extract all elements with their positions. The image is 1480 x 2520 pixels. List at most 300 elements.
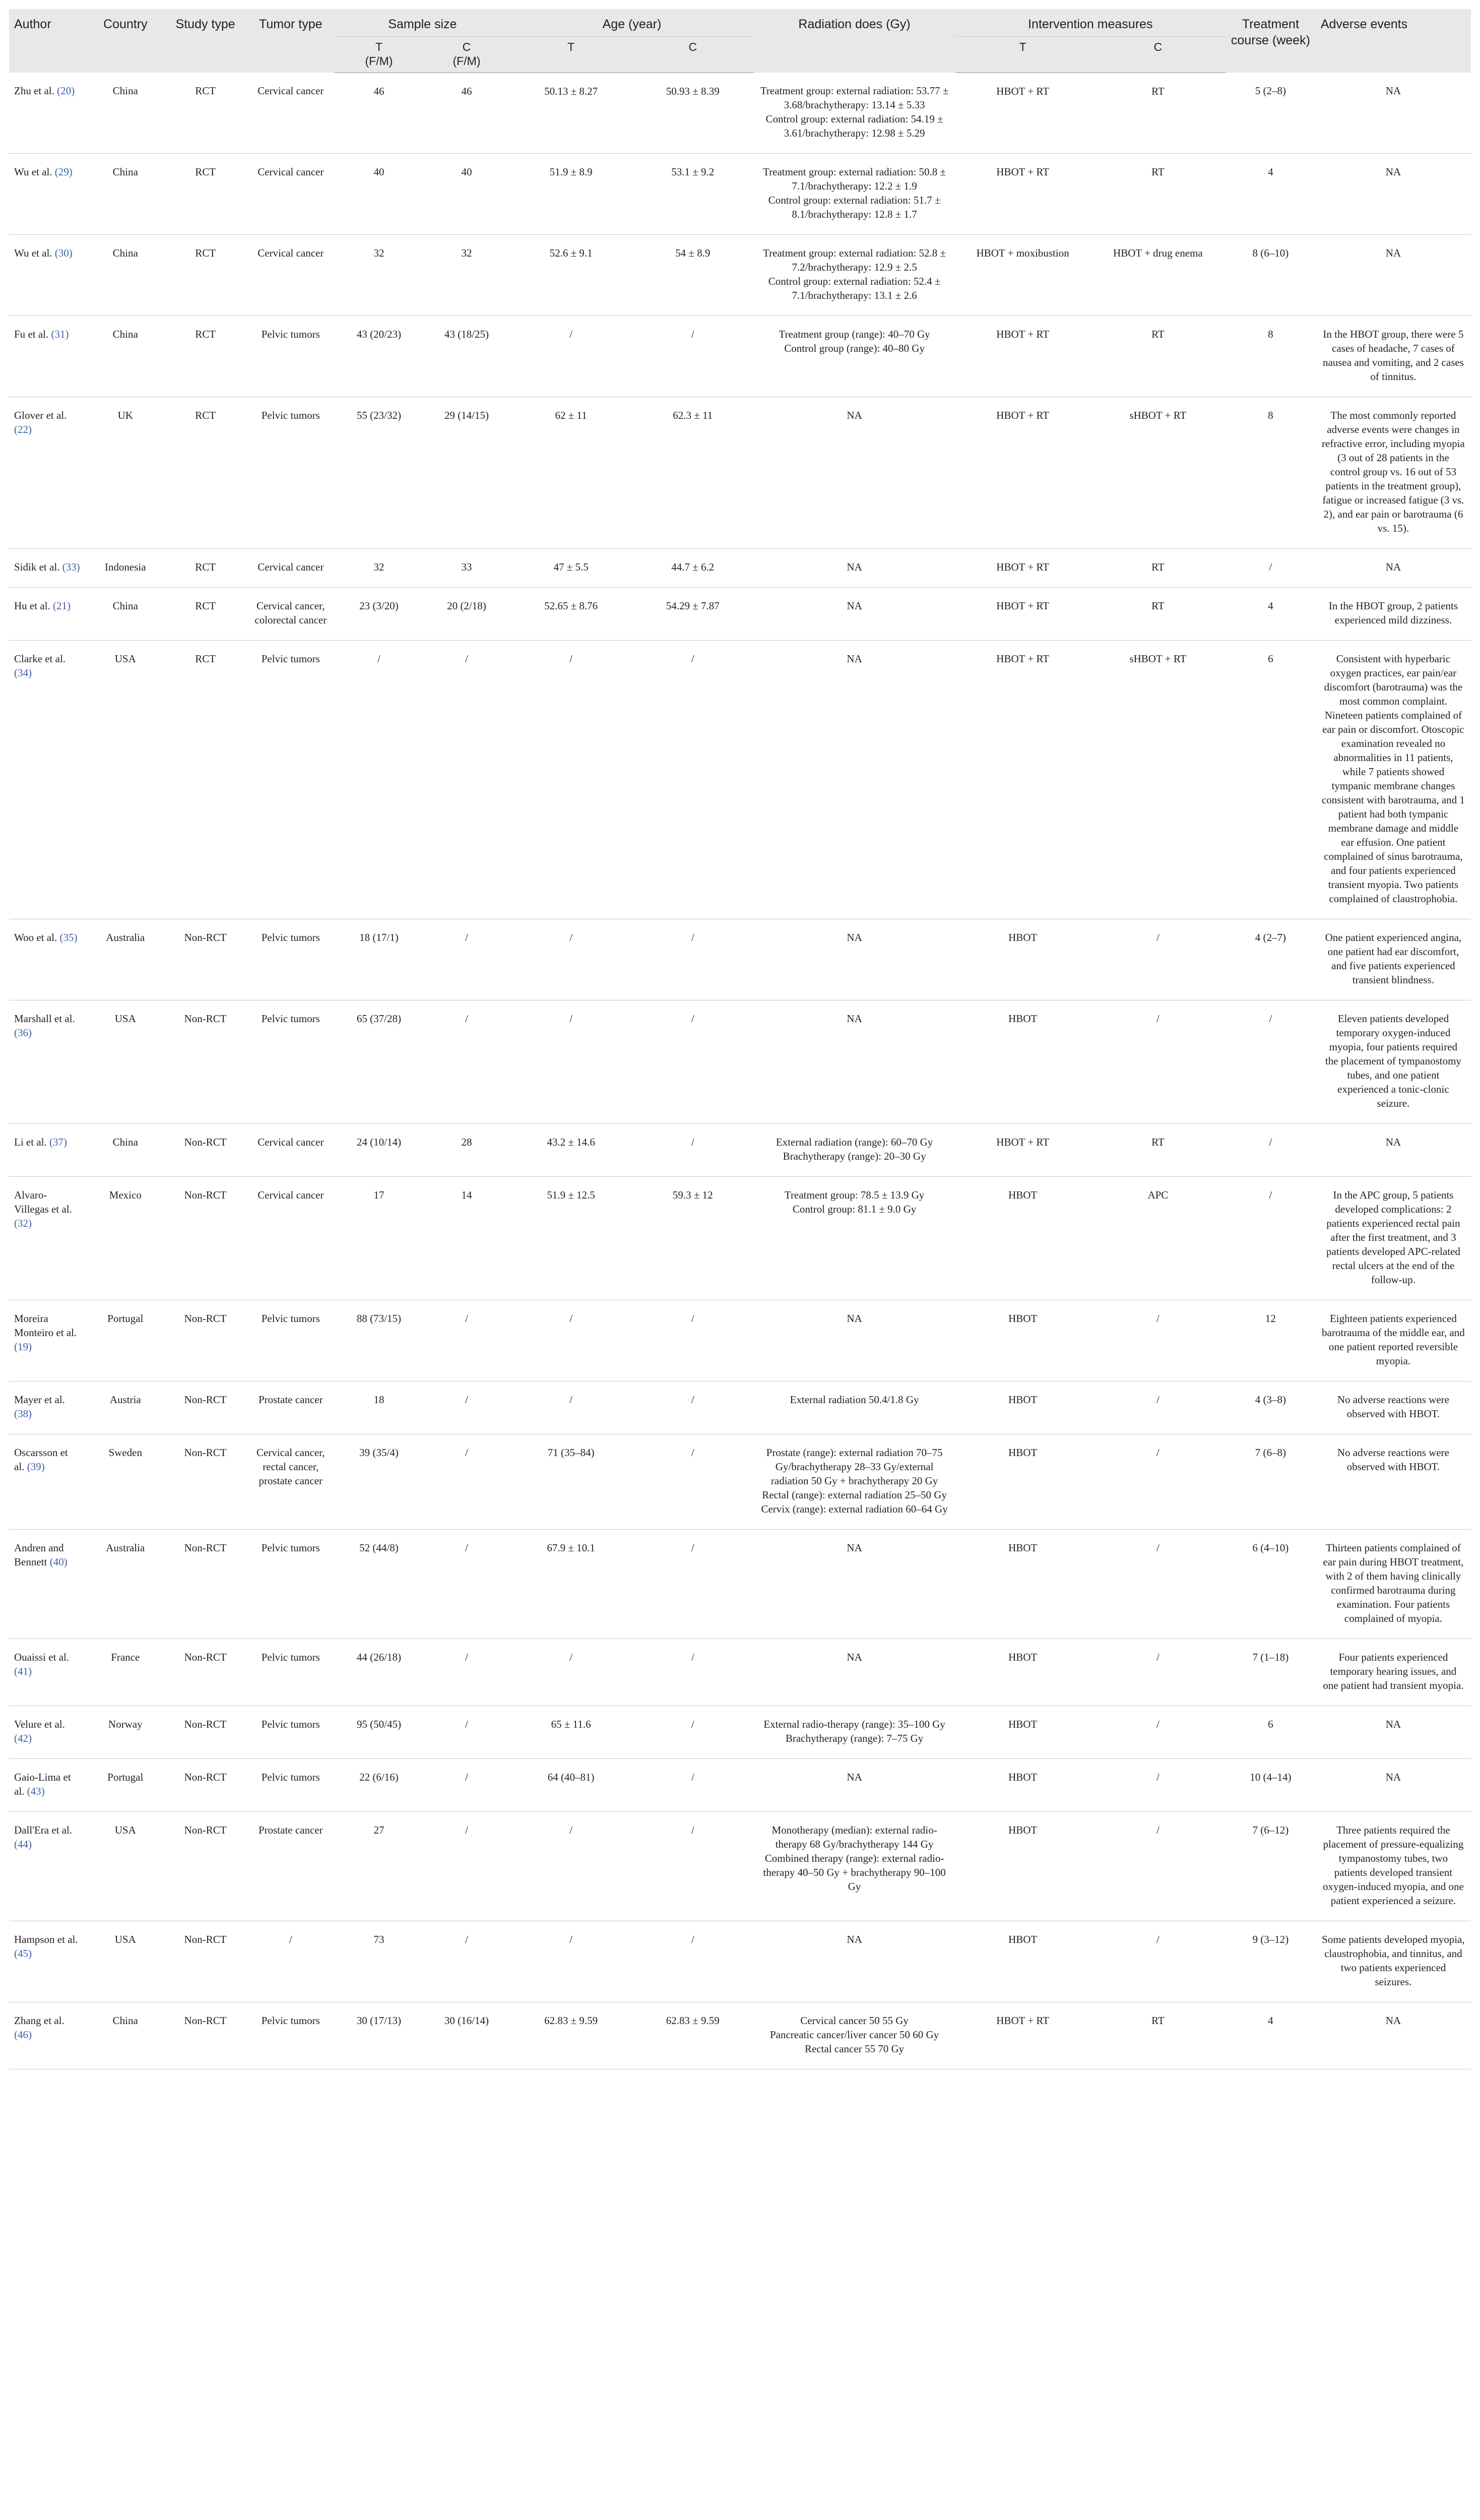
cell-intervention-t: HBOT — [955, 1921, 1090, 2002]
table-body — [9, 73, 1471, 2069]
cell-radiation: NA — [754, 1639, 955, 1706]
cell-study-type: Non-RCT — [164, 1759, 246, 1812]
reference-link[interactable]: (41) — [14, 1665, 32, 1677]
cell-intervention-c: / — [1090, 1639, 1226, 1706]
reference-link[interactable]: (20) — [57, 85, 75, 97]
cell-intervention-c: RT — [1090, 316, 1226, 397]
studies-table — [9, 9, 1471, 2069]
table-row — [9, 154, 1471, 235]
author-name: Sidik et al. — [14, 561, 60, 573]
cell-intervention-t: HBOT — [955, 919, 1090, 1000]
cell-adverse-events: No adverse reactions were observed with HBOT. — [1316, 1434, 1471, 1530]
cell-intervention-c: / — [1090, 1381, 1226, 1434]
cell-adverse-events: Thirteen patients complained of ear pain during HBOT treatment, with 2 of them having clinically confirmed barotrauma during examination. Four patients complained of myopia. — [1316, 1530, 1471, 1639]
cell-country: Indonesia — [86, 549, 164, 588]
cell-study-type: Non-RCT — [164, 919, 246, 1000]
cell-age-t: / — [510, 1639, 632, 1706]
cell-sample-t: 44 (26/18) — [335, 1639, 423, 1706]
table-row — [9, 588, 1471, 641]
cell-age-t: 51.9 ± 8.9 — [510, 154, 632, 235]
cell-radiation: Treatment group: 78.5 ± 13.9 Gy Control group: 81.1 ± 9.0 Gy — [754, 1177, 955, 1300]
cell-country: Portugal — [86, 1300, 164, 1381]
cell-sample-t: 88 (73/15) — [335, 1300, 423, 1381]
cell-intervention-t: HBOT — [955, 1300, 1090, 1381]
cell-course: 4 (3–8) — [1226, 1381, 1316, 1434]
cell-radiation: Treatment group: external radiation: 50.8 ± 7.1/brachytherapy: 12.2 ± 1.9 Control group: external radiation: 51.7 ± 8.1/brachytherapy: 12.8 ± 1.7 — [754, 154, 955, 235]
cell-country: China — [86, 2002, 164, 2069]
table-row — [9, 1381, 1471, 1434]
cell-age-t: / — [510, 1381, 632, 1434]
table-row — [9, 1759, 1471, 1812]
cell-author — [9, 1381, 86, 1434]
cell-intervention-t: HBOT + RT — [955, 316, 1090, 397]
cell-study-type: RCT — [164, 588, 246, 641]
cell-tumor-type: Pelvic tumors — [246, 1759, 335, 1812]
header-intervention: Intervention measures — [955, 9, 1226, 37]
cell-study-type: Non-RCT — [164, 1124, 246, 1177]
cell-author — [9, 73, 86, 154]
cell-course: 12 — [1226, 1300, 1316, 1381]
cell-course: / — [1226, 1177, 1316, 1300]
reference-link[interactable]: (35) — [59, 931, 78, 943]
cell-tumor-type: Pelvic tumors — [246, 1000, 335, 1124]
cell-age-c: / — [632, 1381, 754, 1434]
cell-country: Australia — [86, 919, 164, 1000]
cell-sample-c: 43 (18/25) — [423, 316, 510, 397]
cell-author — [9, 1530, 86, 1639]
cell-sample-t: 65 (37/28) — [335, 1000, 423, 1124]
cell-age-t: 62 ± 11 — [510, 397, 632, 549]
cell-age-c: / — [632, 1530, 754, 1639]
cell-tumor-type: Cervical cancer — [246, 235, 335, 316]
cell-sample-c: / — [423, 1000, 510, 1124]
cell-intervention-c: RT — [1090, 154, 1226, 235]
header-sample-size: Sample size — [335, 9, 510, 37]
table-row — [9, 316, 1471, 397]
cell-adverse-events: NA — [1316, 1124, 1471, 1177]
reference-link[interactable]: (39) — [27, 1461, 45, 1473]
reference-link[interactable]: (29) — [54, 166, 73, 178]
cell-intervention-c: sHBOT + RT — [1090, 397, 1226, 549]
reference-link[interactable]: (21) — [52, 600, 71, 612]
cell-age-t: 65 ± 11.6 — [510, 1706, 632, 1759]
cell-sample-t: / — [335, 641, 423, 919]
cell-intervention-t: HBOT + RT — [955, 549, 1090, 588]
cell-author — [9, 1434, 86, 1530]
cell-course: 6 — [1226, 1706, 1316, 1759]
reference-link[interactable]: (42) — [14, 1732, 32, 1744]
cell-study-type: Non-RCT — [164, 1812, 246, 1921]
cell-intervention-t: HBOT + RT — [955, 1124, 1090, 1177]
cell-intervention-c: RT — [1090, 549, 1226, 588]
cell-country: Australia — [86, 1530, 164, 1639]
cell-tumor-type: Cervical cancer — [246, 1124, 335, 1177]
cell-radiation: Treatment group (range): 40–70 Gy Control group (range): 40–80 Gy — [754, 316, 955, 397]
cell-radiation: Prostate (range): external radiation 70–75 Gy/brachytherapy 28–33 Gy/external radiation 50 Gy + brachytherapy 20 Gy Rectal (range): external radiation 25–50 Gy Cervix (range): external radiation 60–64 Gy — [754, 1434, 955, 1530]
cell-age-c: / — [632, 1434, 754, 1530]
reference-link[interactable]: (32) — [14, 1217, 32, 1229]
header-author: Author — [9, 9, 86, 73]
cell-sample-t: 39 (35/4) — [335, 1434, 423, 1530]
cell-author — [9, 1706, 86, 1759]
cell-sample-c: / — [423, 1921, 510, 2002]
header-age-c: C — [632, 37, 754, 73]
cell-sample-t: 18 (17/1) — [335, 919, 423, 1000]
cell-sample-c: 14 — [423, 1177, 510, 1300]
cell-author — [9, 1000, 86, 1124]
cell-radiation: External radiation (range): 60–70 Gy Brachytherapy (range): 20–30 Gy — [754, 1124, 955, 1177]
cell-course: 5 (2–8) — [1226, 73, 1316, 154]
cell-radiation: NA — [754, 1921, 955, 2002]
author-name: Fu et al. — [14, 328, 49, 340]
cell-intervention-t: HBOT — [955, 1706, 1090, 1759]
cell-study-type: RCT — [164, 316, 246, 397]
table-row — [9, 1124, 1471, 1177]
cell-sample-c: / — [423, 919, 510, 1000]
cell-sample-c: / — [423, 1759, 510, 1812]
cell-sample-c: / — [423, 1639, 510, 1706]
cell-country: Mexico — [86, 1177, 164, 1300]
cell-course: / — [1226, 549, 1316, 588]
reference-link[interactable]: (36) — [14, 1027, 32, 1039]
header-age: Age (year) — [510, 9, 753, 37]
cell-tumor-type: Cervical cancer — [246, 154, 335, 235]
cell-adverse-events: Eleven patients developed temporary oxygen-induced myopia, four patients required the placement of tympanostomy tubes, and one patient experienced a tonic-clonic seizure. — [1316, 1000, 1471, 1124]
cell-age-t: 52.65 ± 8.76 — [510, 588, 632, 641]
cell-age-c: / — [632, 1921, 754, 2002]
author-name: Marshall et al. — [14, 1013, 75, 1025]
cell-radiation: Treatment group: external radiation: 53.77 ± 3.68/brachytherapy: 13.14 ± 5.33 Control group: external radiation: 54.19 ± 3.61/brachytherapy: 12.98 ± 5.29 — [754, 73, 955, 154]
cell-age-t: / — [510, 1812, 632, 1921]
cell-intervention-t: HBOT + RT — [955, 641, 1090, 919]
cell-age-t: 71 (35–84) — [510, 1434, 632, 1530]
cell-country: China — [86, 235, 164, 316]
cell-country: USA — [86, 1921, 164, 2002]
cell-radiation: NA — [754, 549, 955, 588]
cell-adverse-events: Some patients developed myopia, claustrophobia, and tinnitus, and two patients experienced seizures. — [1316, 1921, 1471, 2002]
cell-adverse-events: In the HBOT group, there were 5 cases of headache, 7 cases of nausea and vomiting, and 2 cases of tinnitus. — [1316, 316, 1471, 397]
author-name: Moreira Monteiro et al. — [14, 1312, 77, 1339]
reference-link[interactable]: (34) — [14, 667, 32, 679]
header-int-c: C — [1090, 37, 1226, 73]
cell-course: 8 — [1226, 397, 1316, 549]
cell-study-type: Non-RCT — [164, 1921, 246, 2002]
cell-tumor-type: Pelvic tumors — [246, 2002, 335, 2069]
cell-intervention-t: HBOT — [955, 1812, 1090, 1921]
author-name: Wu et al. — [14, 247, 52, 259]
author-name: Hampson et al. — [14, 1933, 78, 1945]
cell-study-type: Non-RCT — [164, 1434, 246, 1530]
cell-course: / — [1226, 1000, 1316, 1124]
cell-adverse-events: NA — [1316, 2002, 1471, 2069]
cell-age-t: 51.9 ± 12.5 — [510, 1177, 632, 1300]
cell-study-type: Non-RCT — [164, 1381, 246, 1434]
cell-country: Portugal — [86, 1759, 164, 1812]
cell-age-t: / — [510, 1000, 632, 1124]
cell-country: Sweden — [86, 1434, 164, 1530]
cell-study-type: Non-RCT — [164, 1706, 246, 1759]
cell-course: 10 (4–14) — [1226, 1759, 1316, 1812]
cell-intervention-t: HBOT + RT — [955, 154, 1090, 235]
table-row — [9, 1000, 1471, 1124]
cell-course: 8 — [1226, 316, 1316, 397]
cell-radiation: Treatment group: external radiation: 52.8 ± 7.2/brachytherapy: 12.9 ± 2.5 Control group: external radiation: 52.4 ± 7.1/brachytherapy: 13.1 ± 2.6 — [754, 235, 955, 316]
cell-intervention-t: HBOT + moxibustion — [955, 235, 1090, 316]
cell-tumor-type: Pelvic tumors — [246, 1530, 335, 1639]
cell-sample-t: 30 (17/13) — [335, 2002, 423, 2069]
reference-link[interactable]: (38) — [14, 1408, 32, 1420]
cell-sample-t: 22 (6/16) — [335, 1759, 423, 1812]
cell-age-c: 54.29 ± 7.87 — [632, 588, 754, 641]
cell-sample-c: 29 (14/15) — [423, 397, 510, 549]
cell-tumor-type: Pelvic tumors — [246, 397, 335, 549]
cell-intervention-t: HBOT — [955, 1000, 1090, 1124]
cell-country: USA — [86, 1000, 164, 1124]
cell-course: 4 — [1226, 154, 1316, 235]
cell-author — [9, 154, 86, 235]
cell-intervention-c: / — [1090, 1530, 1226, 1639]
cell-sample-c: / — [423, 1812, 510, 1921]
reference-link[interactable]: (19) — [14, 1341, 32, 1353]
cell-radiation: NA — [754, 1300, 955, 1381]
cell-adverse-events: NA — [1316, 549, 1471, 588]
header-country: Country — [86, 9, 164, 73]
cell-age-c: 53.1 ± 9.2 — [632, 154, 754, 235]
reference-link[interactable]: (30) — [54, 247, 73, 259]
header-sample-c: C (F/M) — [423, 37, 510, 73]
cell-study-type: Non-RCT — [164, 1177, 246, 1300]
cell-adverse-events: The most commonly reported adverse events were changes in refractive error, including myopia (3 out of 28 patients in the control group vs. 16 out of 53 patients in the treatment group), fatigue or increased fatigue (3 vs. 2), and ear pain or barotrauma (6 vs. 15). — [1316, 397, 1471, 549]
cell-study-type: Non-RCT — [164, 1639, 246, 1706]
cell-age-c: / — [632, 1812, 754, 1921]
cell-intervention-c: APC — [1090, 1177, 1226, 1300]
cell-author — [9, 588, 86, 641]
cell-intervention-t: HBOT — [955, 1381, 1090, 1434]
cell-adverse-events: No adverse reactions were observed with HBOT. — [1316, 1381, 1471, 1434]
table-row — [9, 549, 1471, 588]
reference-link[interactable]: (33) — [62, 561, 80, 573]
cell-sample-t: 95 (50/45) — [335, 1706, 423, 1759]
cell-author — [9, 641, 86, 919]
cell-age-c: / — [632, 1000, 754, 1124]
author-name: Zhang et al. — [14, 2014, 65, 2027]
cell-sample-c: / — [423, 1530, 510, 1639]
cell-sample-c: / — [423, 1434, 510, 1530]
cell-country: China — [86, 316, 164, 397]
cell-sample-t: 40 — [335, 154, 423, 235]
cell-tumor-type: Pelvic tumors — [246, 1639, 335, 1706]
cell-sample-c: 40 — [423, 154, 510, 235]
cell-course: 6 — [1226, 641, 1316, 919]
reference-link[interactable]: (31) — [51, 328, 69, 340]
cell-sample-t: 52 (44/8) — [335, 1530, 423, 1639]
cell-intervention-c: / — [1090, 1300, 1226, 1381]
cell-study-type: Non-RCT — [164, 1300, 246, 1381]
author-name: Glover et al. — [14, 409, 67, 421]
cell-adverse-events: One patient experienced angina, one patient had ear discomfort, and five patients experienced transient blindness. — [1316, 919, 1471, 1000]
cell-intervention-c: / — [1090, 919, 1226, 1000]
cell-course: / — [1226, 1124, 1316, 1177]
cell-age-c: / — [632, 1639, 754, 1706]
table-row — [9, 641, 1471, 919]
cell-study-type: RCT — [164, 73, 246, 154]
cell-age-c: / — [632, 316, 754, 397]
cell-sample-c: 46 — [423, 73, 510, 154]
cell-sample-t: 24 (10/14) — [335, 1124, 423, 1177]
cell-author — [9, 2002, 86, 2069]
cell-radiation: NA — [754, 397, 955, 549]
cell-radiation: NA — [754, 1759, 955, 1812]
cell-intervention-c: / — [1090, 1921, 1226, 2002]
cell-author — [9, 397, 86, 549]
cell-author — [9, 549, 86, 588]
cell-intervention-t: HBOT + RT — [955, 2002, 1090, 2069]
cell-country: Norway — [86, 1706, 164, 1759]
header-int-t: T — [955, 37, 1090, 73]
reference-link[interactable]: (45) — [14, 1947, 32, 1960]
cell-intervention-c: RT — [1090, 1124, 1226, 1177]
cell-intervention-c: / — [1090, 1812, 1226, 1921]
cell-age-c: / — [632, 1124, 754, 1177]
cell-adverse-events: In the HBOT group, 2 patients experienced mild dizziness. — [1316, 588, 1471, 641]
cell-age-t: 67.9 ± 10.1 — [510, 1530, 632, 1639]
cell-sample-c: / — [423, 1381, 510, 1434]
reference-link[interactable]: (22) — [14, 423, 32, 435]
author-name: Andren and Bennett — [14, 1542, 64, 1568]
cell-study-type: RCT — [164, 641, 246, 919]
author-name: Alvaro-Villegas et al. — [14, 1189, 72, 1215]
cell-intervention-t: HBOT — [955, 1759, 1090, 1812]
cell-course: 4 (2–7) — [1226, 919, 1316, 1000]
cell-radiation: Cervical cancer 50 55 Gy Pancreatic cancer/liver cancer 50 60 Gy Rectal cancer 55 70 Gy — [754, 2002, 955, 2069]
header-age-t: T — [510, 37, 632, 73]
cell-intervention-c: sHBOT + RT — [1090, 641, 1226, 919]
cell-course: 4 — [1226, 588, 1316, 641]
header-radiation: Radiation does (Gy) — [754, 9, 955, 73]
table-row — [9, 397, 1471, 549]
cell-tumor-type: Cervical cancer, colorectal cancer — [246, 588, 335, 641]
cell-tumor-type: Pelvic tumors — [246, 316, 335, 397]
cell-sample-t: 32 — [335, 235, 423, 316]
cell-tumor-type: Cervical cancer — [246, 549, 335, 588]
cell-age-c: 62.3 ± 11 — [632, 397, 754, 549]
cell-sample-t: 18 — [335, 1381, 423, 1434]
cell-sample-c: 33 — [423, 549, 510, 588]
cell-intervention-c: / — [1090, 1759, 1226, 1812]
cell-country: USA — [86, 1812, 164, 1921]
cell-tumor-type: Prostate cancer — [246, 1812, 335, 1921]
cell-sample-c: 28 — [423, 1124, 510, 1177]
cell-tumor-type: Pelvic tumors — [246, 1706, 335, 1759]
reference-link[interactable]: (43) — [27, 1785, 45, 1797]
cell-author — [9, 1639, 86, 1706]
cell-radiation: Monotherapy (median): external radio-therapy 68 Gy/brachytherapy 144 Gy Combined therapy (range): external radio-therapy 40–50 Gy + brachytherapy 90–100 Gy — [754, 1812, 955, 1921]
cell-age-c: / — [632, 1300, 754, 1381]
cell-radiation: External radio-therapy (range): 35–100 Gy Brachytherapy (range): 7–75 Gy — [754, 1706, 955, 1759]
cell-age-t: 52.6 ± 9.1 — [510, 235, 632, 316]
cell-author — [9, 1759, 86, 1812]
reference-link[interactable]: (44) — [14, 1838, 32, 1850]
author-name: Zhu et al. — [14, 85, 54, 97]
table-row — [9, 235, 1471, 316]
cell-adverse-events: NA — [1316, 73, 1471, 154]
header-study-type: Study type — [164, 9, 246, 73]
cell-sample-c: / — [423, 1706, 510, 1759]
header-sample-t: T (F/M) — [335, 37, 423, 73]
cell-sample-t: 46 — [335, 73, 423, 154]
cell-author — [9, 235, 86, 316]
cell-country: UK — [86, 397, 164, 549]
cell-sample-t: 23 (3/20) — [335, 588, 423, 641]
cell-course: 4 — [1226, 2002, 1316, 2069]
cell-age-c: 62.83 ± 9.59 — [632, 2002, 754, 2069]
cell-tumor-type: Prostate cancer — [246, 1381, 335, 1434]
cell-author — [9, 316, 86, 397]
reference-link[interactable]: (46) — [14, 2029, 32, 2041]
author-name: Oscarsson et al. — [14, 1446, 68, 1473]
table-header — [9, 9, 1471, 73]
cell-study-type: Non-RCT — [164, 2002, 246, 2069]
cell-sample-t: 55 (23/32) — [335, 397, 423, 549]
table-row — [9, 1530, 1471, 1639]
cell-adverse-events: Four patients experienced temporary hearing issues, and one patient had transient myopia. — [1316, 1639, 1471, 1706]
cell-intervention-c: / — [1090, 1000, 1226, 1124]
cell-sample-c: / — [423, 641, 510, 919]
table-row — [9, 2002, 1471, 2069]
cell-country: China — [86, 1124, 164, 1177]
cell-course: 6 (4–10) — [1226, 1530, 1316, 1639]
cell-age-t: 64 (40–81) — [510, 1759, 632, 1812]
cell-country: France — [86, 1639, 164, 1706]
cell-age-t: 43.2 ± 14.6 — [510, 1124, 632, 1177]
cell-country: China — [86, 73, 164, 154]
cell-adverse-events: Three patients required the placement of pressure-equalizing tympanostomy tubes, two patients developed transient oxygen-induced myopia, and one patient experienced a seizure. — [1316, 1812, 1471, 1921]
cell-adverse-events: NA — [1316, 1706, 1471, 1759]
cell-country: Austria — [86, 1381, 164, 1434]
cell-sample-c: 30 (16/14) — [423, 2002, 510, 2069]
cell-sample-t: 43 (20/23) — [335, 316, 423, 397]
cell-tumor-type: Cervical cancer — [246, 73, 335, 154]
cell-course: 9 (3–12) — [1226, 1921, 1316, 2002]
cell-country: China — [86, 588, 164, 641]
header-adverse: Adverse events — [1316, 9, 1471, 73]
cell-radiation: NA — [754, 588, 955, 641]
cell-age-c: / — [632, 1706, 754, 1759]
cell-study-type: Non-RCT — [164, 1530, 246, 1639]
table-row — [9, 73, 1471, 154]
cell-age-t: 62.83 ± 9.59 — [510, 2002, 632, 2069]
cell-age-c: 44.7 ± 6.2 — [632, 549, 754, 588]
author-name: Mayer et al. — [14, 1394, 65, 1406]
cell-adverse-events: Eighteen patients experienced barotrauma of the middle ear, and one patient reported reversible myopia. — [1316, 1300, 1471, 1381]
cell-age-c: 54 ± 8.9 — [632, 235, 754, 316]
author-name: Gaio-Lima et al. — [14, 1771, 71, 1797]
cell-sample-c: 20 (2/18) — [423, 588, 510, 641]
cell-age-c: 59.3 ± 12 — [632, 1177, 754, 1300]
cell-author — [9, 1921, 86, 2002]
author-name: Ouaissi et al. — [14, 1651, 70, 1663]
cell-intervention-c: / — [1090, 1706, 1226, 1759]
cell-intervention-t: HBOT + RT — [955, 397, 1090, 549]
cell-author — [9, 1124, 86, 1177]
cell-age-t: 47 ± 5.5 — [510, 549, 632, 588]
cell-age-c: / — [632, 1759, 754, 1812]
reference-link[interactable]: (37) — [49, 1136, 67, 1148]
cell-course: 7 (6–8) — [1226, 1434, 1316, 1530]
reference-link[interactable]: (40) — [49, 1556, 68, 1568]
table-row — [9, 1177, 1471, 1300]
cell-author — [9, 1300, 86, 1381]
